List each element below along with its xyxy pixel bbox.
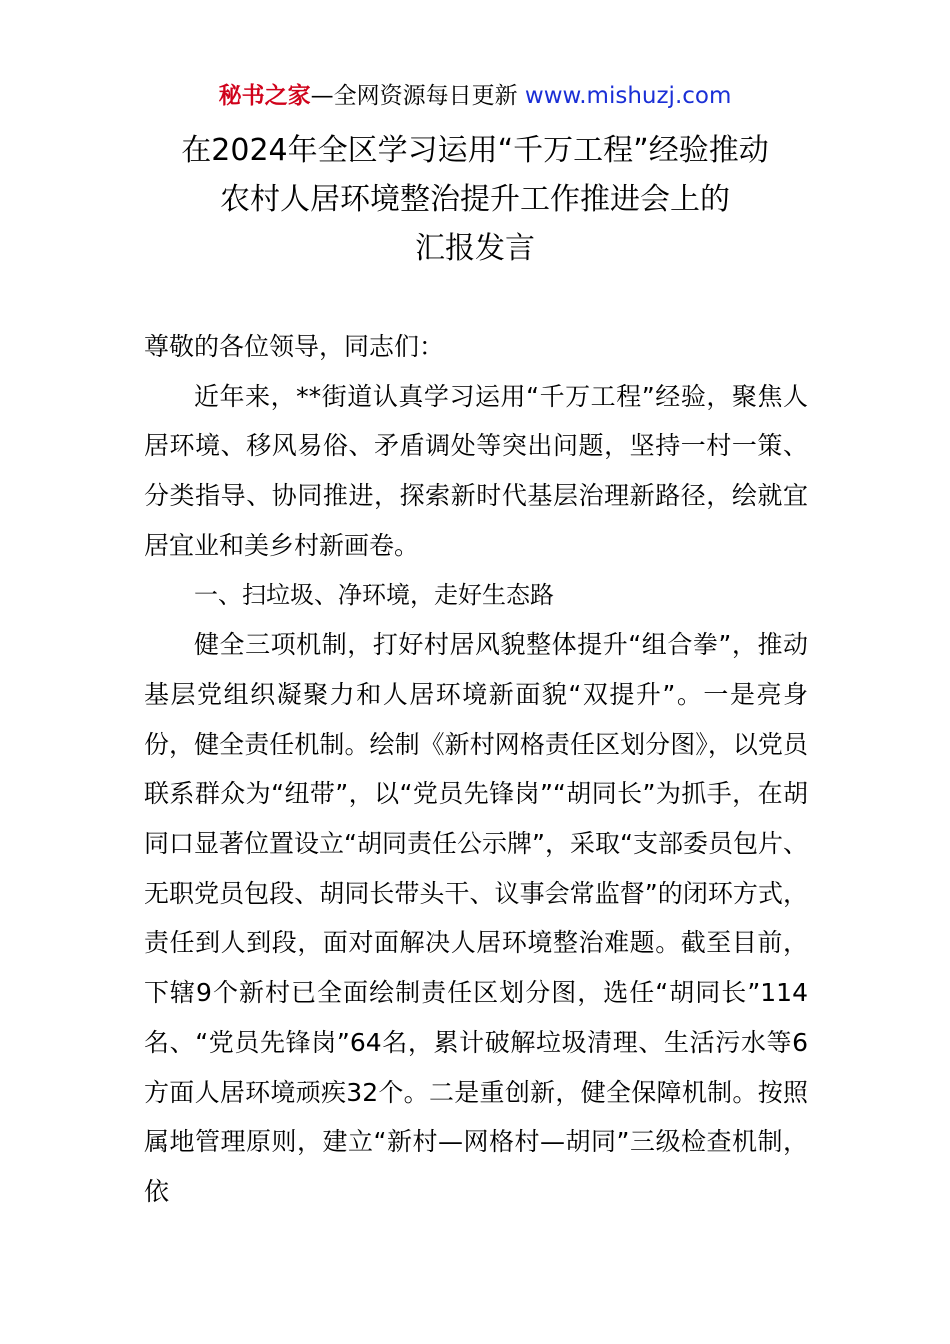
title-line-3: 汇报发言 [415, 231, 535, 266]
site-url-link[interactable]: www.mishuzj.com [524, 83, 732, 109]
document-body [144, 322, 808, 1217]
title-line-1: 在2024年全区学习运用“千万工程”经验推动 [181, 133, 769, 168]
section-1-paragraph: 健全三项机制，打好村居风貌整体提升“组合拳”，推动基层党组织凝聚力和人居环境新面貌“双提升”。一是亮身份，健全责任机制。绘制《新村网格责任区划分图》，以党员联系群众为“纽带”，以“党员先锋岗”“胡同长”为抓手，在胡同口显著位置设立“胡同责任公示牌”，采取“支部委员包片、无职党员包段、胡同长带头干、议事会常监督”的闭环方式，责任到人到段，面对面解决人居环境整治难题。截至目前，下辖9个新村已全面绘制责任区划分图，选任“胡同长”114名、“党员先锋岗”64名，累计破解垃圾清理、生活污水等6方面人居环境顽疾32个。二是重创新，健全保障机制。按照属地管理原则，建立“新村—网格村—胡同”三级检查机制，依 [144, 630, 808, 1206]
section-1-heading: 一、扫垃圾、净环境，走好生态路 [194, 580, 554, 609]
salutation: 尊敬的各位领导，同志们： [144, 332, 445, 361]
document-title [0, 126, 950, 273]
title-line-2: 农村人居环境整治提升工作推进会上的 [220, 182, 730, 217]
site-brand: 秘书之家 [218, 83, 311, 109]
site-tagline: —全网资源每日更新 [310, 83, 525, 109]
intro-paragraph: 近年来，**街道认真学习运用“千万工程”经验，聚焦人居环境、移风易俗、矛盾调处等突出问题，坚持一村一策、分类指导、协同推进，探索新时代基层治理新路径，绘就宜居宜业和美乡村新画卷。 [144, 381, 808, 560]
site-banner [0, 80, 950, 112]
